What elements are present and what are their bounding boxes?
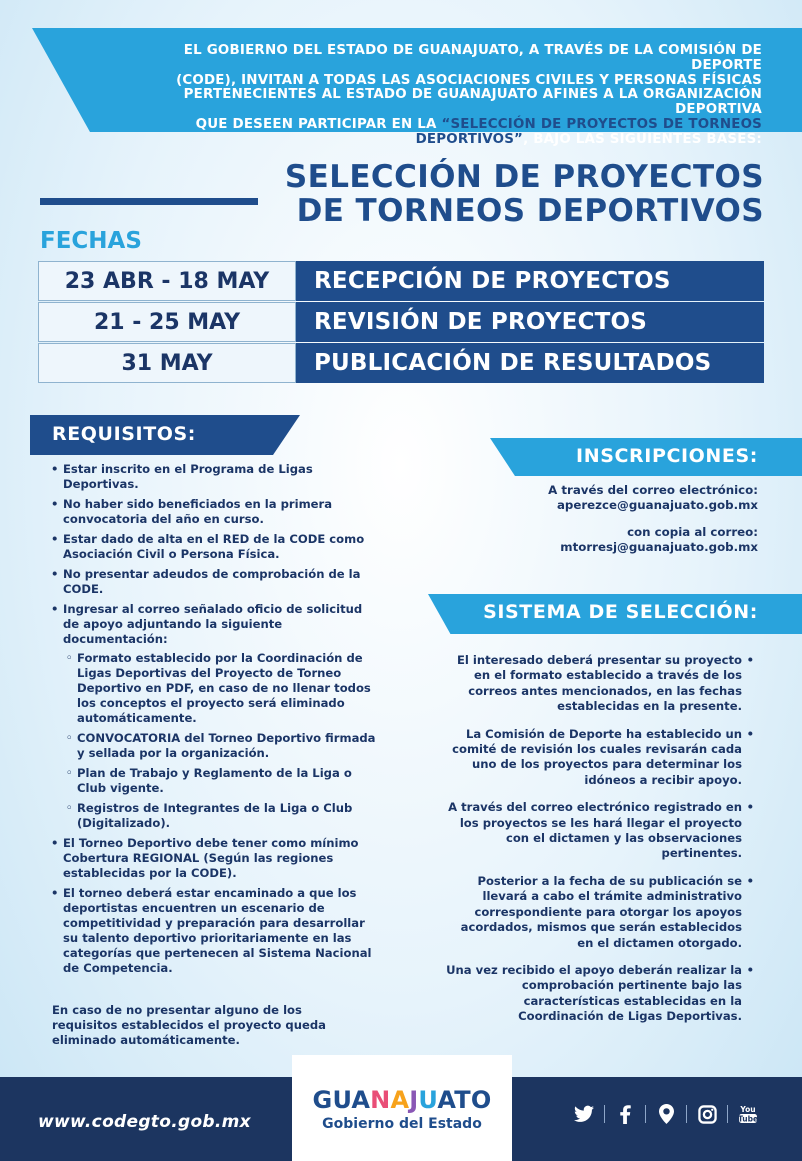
documentation-sublist (63, 651, 378, 831)
list-item: • El torneo deberá estar encaminado a que los deportistas encuentren un escenario de competitividad y preparación para desarrollar su talento deportivo prioritariamente en las categorías que pertenecen al Sistema Nacional de Competencia. (50, 886, 378, 976)
svg-text:Tube: Tube (738, 1114, 758, 1124)
title-underline (40, 198, 258, 205)
email-link-copy[interactable]: mtorresj@guanajuato.gob.mx (560, 540, 758, 554)
date-cell: 21 - 25 MAY (38, 302, 296, 342)
logo-letter: A (390, 1086, 410, 1114)
divider (686, 1105, 687, 1123)
list-item-text: Ingresar al correo señalado oficio de solicitud de apoyo adjuntando la siguiente documentación: (63, 602, 363, 646)
requisitos-list (50, 462, 378, 981)
date-row (38, 261, 764, 301)
list-item: • Estar dado de alta en el RED de la CODE como Asociación Civil o Persona Física. (50, 532, 378, 562)
divider (727, 1105, 728, 1123)
date-cell: 23 ABR - 18 MAY (38, 261, 296, 301)
inscripciones-primary (398, 483, 758, 513)
logo (292, 1055, 512, 1161)
date-cell: 31 MAY (38, 343, 296, 383)
facebook-icon[interactable] (615, 1104, 635, 1124)
inscripciones-copy (398, 525, 758, 555)
list-item: A través del correo electrónico registrado en los proyectos se les hará llegar el proyecto con el dictamen y las observaciones pertinentes. • (442, 800, 754, 862)
list-item: • El Torneo Deportivo debe tener como mínimo Cobertura REGIONAL (Según las regiones establecidas por la CODE). (50, 836, 378, 881)
list-item (50, 602, 378, 831)
requisitos-note: En caso de no presentar alguno de los requisitos establecidos el proyecto queda eliminado automáticamente. (52, 1003, 326, 1047)
logo-letter: A (437, 1086, 455, 1114)
sistema-list (442, 653, 754, 1037)
sublist-item: ◦ Plan de Trabajo y Reglamento de la Liga o Club vigente. (63, 766, 378, 796)
youtube-icon[interactable] (738, 1104, 758, 1124)
divider (604, 1105, 605, 1123)
header-intro (122, 44, 762, 148)
header-highlight-2: DEPORTIVOS” (415, 131, 524, 147)
fechas-heading: FECHAS (40, 228, 142, 254)
email-link-primary[interactable]: aperezce@guanajuato.gob.mx (556, 498, 758, 512)
event-cell: PUBLICACIÓN DE RESULTADOS (296, 343, 764, 383)
instagram-icon[interactable] (697, 1104, 717, 1124)
list-item: • No presentar adeudos de comprobación de la CODE. (50, 567, 378, 597)
logo-wordmark (292, 1086, 512, 1114)
sublist-item: ◦ Formato establecido por la Coordinación de Ligas Deportivas del Proyecto de Torneo Deportivo en PDF, en caso de no llenar todos los conceptos el proyecto será eliminado automáticamente. (63, 651, 378, 726)
logo-letter: O (470, 1086, 492, 1114)
logo-letter: G (312, 1086, 333, 1114)
logo-letter: T (454, 1086, 471, 1114)
logo-letter: N (370, 1086, 391, 1114)
event-cell: RECEPCIÓN DE PROYECTOS (296, 261, 764, 301)
header-line-4 (122, 118, 762, 133)
logo-subtitle: Gobierno del Estado (322, 1116, 482, 1132)
social-icons (574, 1104, 758, 1124)
title-line-2: DE TORNEOS DEPORTIVOS (296, 193, 764, 229)
logo-letter: U (418, 1086, 438, 1114)
logo-letter: U (332, 1086, 352, 1114)
event-cell: REVISIÓN DE PROYECTOS (296, 302, 764, 342)
inscripciones-heading: INSCRIPCIONES: (576, 445, 758, 467)
logo-letter: A (351, 1086, 371, 1114)
page-title (285, 160, 764, 228)
inscripciones-label-2: con copia al correo: (627, 525, 758, 539)
header-line-4-text: QUE DESEEN PARTICIPAR EN LA (195, 116, 442, 132)
twitter-icon[interactable] (574, 1104, 594, 1124)
svg-text:You: You (740, 1105, 756, 1114)
header-line-2: (CODE), INVITAN A TODAS LAS ASOCIACIONES CIVILES Y PERSONAS FÍSICAS (176, 72, 762, 88)
website-link[interactable]: www.codegto.gob.mx (38, 1112, 251, 1132)
sistema-heading: SISTEMA DE SELECCIÓN: (483, 601, 758, 623)
date-row (38, 343, 764, 383)
header-line-5-text: , BAJO LAS SIGUIENTES BASES: (523, 131, 762, 147)
location-icon[interactable] (656, 1104, 676, 1124)
list-item: • No haber sido beneficiados en la primera convocatoria del año en curso. (50, 497, 378, 527)
list-item: La Comisión de Deporte ha establecido un comité de revisión los cuales revisarán cada uno de los proyectos para determinar los idóneos a recibir apoyo. • (442, 727, 754, 789)
sublist-item: ◦ CONVOCATORIA del Torneo Deportivo firmada y sellada por la organización. (63, 731, 378, 761)
header-line-3: PERTENECIENTES AL ESTADO DE GUANAJUATO AFINES A LA ORGANIZACIÓN DEPORTIVA (183, 87, 762, 118)
list-item: Posterior a la fecha de su publicación se llevará a cabo el trámite administrativo correspondiente para otorgar los apoyos acordados, mismos que serán establecidos en el dictamen otorgado. • (442, 874, 754, 951)
header-highlight-1: “SELECCIÓN DE PROYECTOS DE TORNEOS (441, 116, 762, 132)
logo-letter: J (409, 1086, 419, 1114)
dates-table (38, 261, 764, 384)
header-line-5 (122, 133, 762, 148)
list-item: Una vez recibido el apoyo deberán realizar la comprobación pertinente bajo las características establecidas en la Coordinación de Ligas Deportivas. • (442, 963, 754, 1025)
title-line-1: SELECCIÓN DE PROYECTOS (284, 159, 764, 195)
list-item: El interesado deberá presentar su proyecto en el formato establecido a través de los correos antes mencionados, en las fechas establecidas en la presente. • (442, 653, 754, 715)
date-row (38, 302, 764, 342)
sublist-item: ◦ Registros de Integrantes de la Liga o Club (Digitalizado). (63, 801, 378, 831)
inscripciones-label-1: A través del correo electrónico: (548, 483, 758, 497)
divider (645, 1105, 646, 1123)
list-item: • Estar inscrito en el Programa de Ligas Deportivas. (50, 462, 378, 492)
requisitos-heading: REQUISITOS: (52, 423, 197, 445)
header-line-1: EL GOBIERNO DEL ESTADO DE GUANAJUATO, A TRAVÉS DE LA COMISIÓN DE DEPORTE (183, 43, 762, 73)
